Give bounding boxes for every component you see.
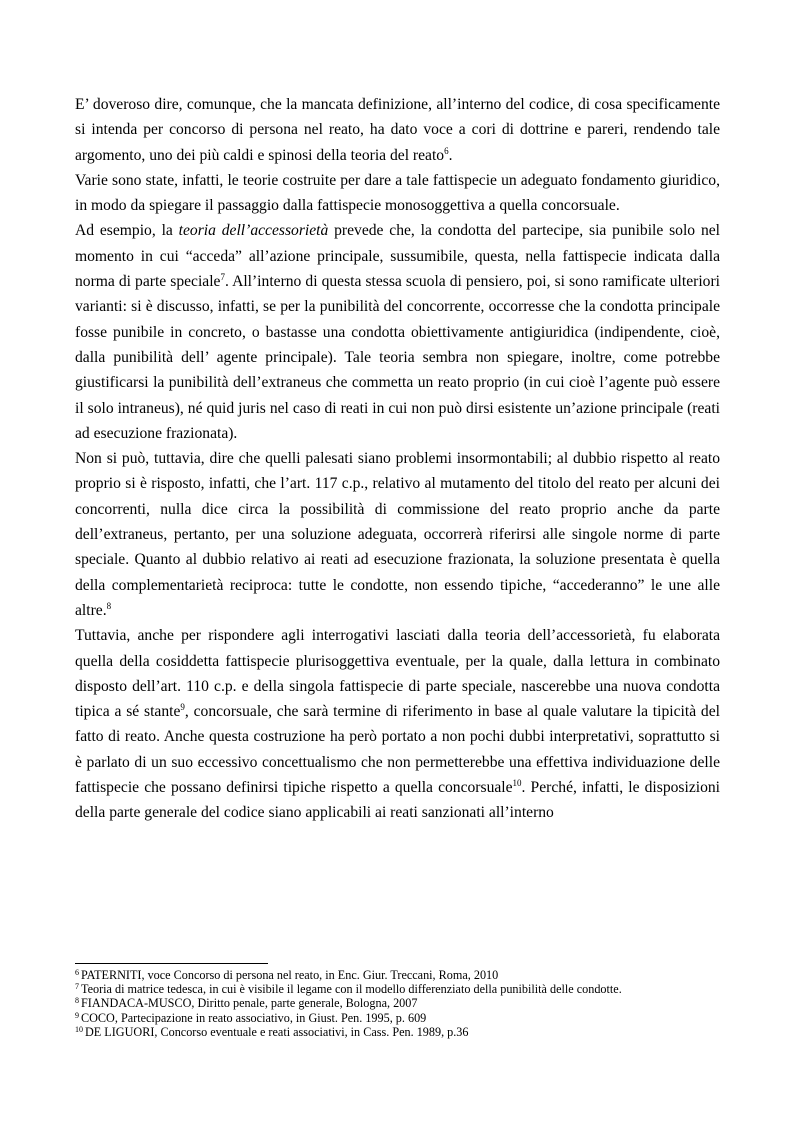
- paragraph-1: E’ doveroso dire, comunque, che la mancata definizione, all’interno del codice, di cosa specificamente si intenda per concorso di persona nel reato, ha dato voce a cori di dottrine e pareri, rendendo tale argomento, uno dei più caldi e spinosi della teoria del reato$^6$.: [75, 96, 720, 164]
- footnote-number: 10: [75, 1024, 83, 1034]
- footnote-number: 8: [75, 996, 79, 1006]
- paragraph-3: Ad esempio, la teoria dell’accessorietà prevede che, la condotta del partecipe, sia punibile solo nel momento in cui “acceda” all’azione principale, sussumibile, questa, nella fattispecie indicata dalla norma di parte speciale$^7$. All’interno di questa stessa scuola di pensiero, poi, si sono ramificate ulteriori varianti: si è discusso, infatti, se per la punibilità del concorrente, occorresse che la condotta principale fosse punibile in concreto, o bastasse una condotta obiettivamente antigiuridica (indipendente, cioè, dalla punibilità dell’ agente principale). Tale teoria sembra non spiegare, inoltre, come potrebbe giustificarsi la punibilità dell’extraneus che commetta un reato proprio (in cui cioè l’agente può essere il solo intraneus), né quid juris nel caso di reati in cui non può dirsi esistente un’azione principale (reati ad esecuzione frazionata).: [75, 222, 720, 442]
- italic-term: teoria dell’accessorietà: [178, 222, 329, 240]
- paragraph-2: Varie sono state, infatti, le teorie costruite per dare a tale fattispecie un adeguato fondamento giuridico, in modo da spiegare il passaggio dalla fattispecie monosoggettiva a quella concorsuale.: [75, 171, 720, 215]
- footnotes: [75, 968, 735, 1039]
- footnote-separator: [75, 963, 268, 964]
- footnote-ref-6[interactable]: 6: [444, 145, 449, 156]
- footnote-item: $^6$ PATERNITI, voce Concorso di persona nel reato, in Enc. Giur. Treccani, Roma, 2010: [75, 968, 499, 982]
- footnote-number: 9: [75, 1010, 79, 1020]
- footnote-item: $^8$ FIANDACA-MUSCO, Diritto penale, parte generale, Bologna, 2007: [75, 996, 418, 1011]
- paragraph-4: Non si può, tuttavia, dire che quelli palesati siano problemi insormontabili; al dubbio rispetto al reato proprio si è risposto, infatti, che l’art. 117 c.p., relativo al mutamento del titolo del reato per alcuni dei concorrenti, nulla dice circa la possibilità di commissione del reato proprio anche da parte dell’extraneus, pertanto, per una soluzione adeguata, occorrerà riferirsi alle singole norme di parte speciale. Quanto al dubbio relativo ai reati ad esecuzione frazionata, la soluzione presentata è quella della complementarietà reciproca: tutte le condotte, non essendo tipiche, “accederanno” le une alle altre.$^8$: [75, 450, 720, 619]
- footnote-item: $^9$ COCO, Partecipazione in reato associativo, in Giust. Pen. 1995, p. 609: [75, 1010, 427, 1025]
- paragraph-5: Tuttavia, anche per rispondere agli interrogativi lasciati dalla teoria dell’accessorietà, fu elaborata quella della cosiddetta fattispecie plurisoggettiva eventuale, per la quale, dalla lettura in combinato disposto dell’art. 110 c.p. e della singola fattispecie di parte speciale, nascerebbe una nuova condotta tipica a sé stante$^9$, concorsuale, che sarà termine di riferimento in base al quale valutare la tipicità del fatto di reato. Anche questa costruzione ha però portato a non pochi dubbi interpretativi, soprattutto si è parlato di un suo eccessivo concettualismo che non permetterebbe una effettiva individuazione delle fattispecie che possano definirsi tipiche rispetto a quella concorsuale$^{10}$. Perché, infatti, le disposizioni della parte generale del codice siano applicabili ai reati sanzionati all’interno: [75, 627, 720, 822]
- footnote-ref-9[interactable]: 9: [180, 702, 185, 713]
- footnote-item: $^{10}$ DE LIGUORI, Concorso eventuale e reati associativi, in Cass. Pen. 1989, p.36: [75, 1024, 469, 1039]
- footnote-ref-8[interactable]: 8: [106, 600, 112, 611]
- footnote-number: 7: [75, 982, 79, 992]
- page-body: [75, 92, 720, 826]
- footnote-ref-7[interactable]: 7: [220, 272, 225, 283]
- footnote-number: 6: [75, 968, 79, 977]
- footnote-ref-10[interactable]: 10: [512, 778, 522, 789]
- footnote-item: $^7$ Teoria di matrice tedesca, in cui è visibile il legame con il modello differenziato della punibilità delle condotte.: [75, 982, 622, 997]
